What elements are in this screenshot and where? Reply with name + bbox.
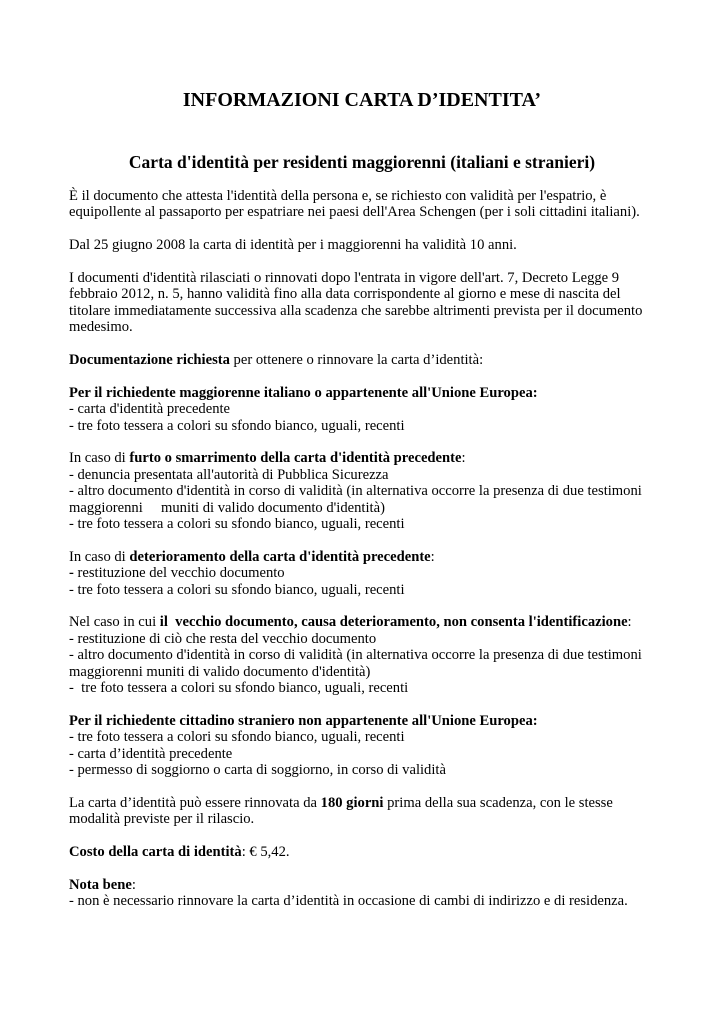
decree-line-4: medesimo. [69, 319, 133, 336]
unidentifiable-heading-bold: il vecchio documento, causa deterioramento, non consenta l'identificazione [159, 614, 628, 631]
note-heading [69, 877, 669, 893]
note-bold: Nota bene [69, 876, 132, 893]
non-eu-heading [69, 713, 669, 729]
renewal-bold: 180 giorni [320, 794, 384, 811]
docs-required-rest: per ottenere o rinnovare la carta d’identità: [229, 352, 484, 369]
unidentifiable-item-2-cont: maggiorenni muniti di valido documento d'identità) [69, 663, 371, 680]
decree-line-1: I documenti d'identità rilasciati o rinnovati dopo l'entrata in vigore dell'art. 7, Decreto Legge 9 [69, 270, 620, 286]
renewal-post: prima della sua scadenza, con le stesse [383, 794, 613, 811]
unidentifiable-heading [69, 614, 669, 630]
docs-required-line [69, 352, 669, 368]
unidentifiable-item-2: - altro documento d'identità in corso di validità (in alternativa occorre la presenza di due testimoni [69, 647, 642, 664]
theft-item-3: - tre foto tessera a colori su sfondo bianco, uguali, recenti [69, 516, 405, 533]
validity-paragraph [69, 237, 669, 253]
theft-item-1: - denuncia presentata all'autorità di Pubblica Sicurezza [69, 466, 389, 483]
theft-item-2-cont: maggiorenni muniti di valido documento d'identità) [69, 499, 385, 516]
docs-required-bold: Documentazione richiesta [69, 352, 230, 369]
decree-line-3: titolare immediatamente successiva alla scadenza che sarebbe altrimenti prevista per il documento [69, 302, 643, 319]
eu-section-heading [69, 385, 669, 401]
cost-line [69, 844, 669, 860]
damage-heading-post: : [430, 548, 435, 565]
eu-item-2: - tre foto tessera a colori su sfondo bianco, uguali, recenti [69, 417, 405, 434]
cost-rest: : € 5,42. [241, 844, 290, 861]
theft-heading [69, 450, 669, 466]
damage-item-1 [69, 565, 669, 581]
theft-heading-post: : [461, 450, 466, 467]
note-paragraph [69, 877, 669, 910]
damage-item-2: - tre foto tessera a colori su sfondo bianco, uguali, recenti [69, 581, 405, 598]
renewal-pre: La carta d’identità può essere rinnovata da [69, 794, 321, 811]
intro-paragraph [69, 188, 669, 221]
renewal-line-1 [69, 795, 669, 811]
intro-line-1: È il documento che attesta l'identità della persona e, se richiesto con validità per l'espatrio, è [69, 188, 607, 204]
damage-heading-pre: In caso di [69, 548, 130, 565]
damage-heading-bold: deterioramento della carta d'identità precedente [129, 548, 431, 565]
theft-item-2: - altro documento d'identità in corso di validità (in alternativa occorre la presenza di due testimoni [69, 483, 642, 500]
cost-paragraph [69, 844, 669, 860]
unidentifiable-heading-post: : [627, 614, 632, 631]
damage-item-1-text: restituzione del vecchio documento [73, 565, 285, 582]
document-subtitle: Carta d'identità per residenti maggiorenni (italiani e stranieri) [128, 152, 596, 172]
decree-line-2: febbraio 2012, n. 5, hanno validità fino alla data corrispondente al giorno e mese di nascita del [69, 286, 621, 303]
eu-item-1: - carta d'identità precedente [69, 401, 231, 418]
damage-section [69, 549, 669, 598]
eu-heading-text: Per il richiedente maggiorenne italiano o appartenente all'Unione Europea: [69, 384, 538, 401]
non-eu-item-2: - carta d’identità precedente [69, 745, 233, 762]
note-item-1: - non è necessario rinnovare la carta d’identità in occasione di cambi di indirizzo e di residenza. [69, 893, 628, 910]
non-eu-item-3: - permesso di soggiorno o carta di soggiorno, in corso di validità [69, 762, 446, 779]
damage-item-1-dash: - [69, 565, 74, 582]
renewal-line-2: modalità previste per il rilascio. [69, 811, 255, 828]
non-eu-heading-text: Per il richiedente cittadino straniero non appartenente all'Unione Europea: [69, 712, 538, 729]
docs-required-paragraph [69, 352, 669, 368]
theft-section [69, 450, 669, 532]
unidentifiable-heading-pre: Nel caso in cui [69, 614, 160, 631]
theft-heading-bold: furto o smarrimento della carta d'identità precedente [129, 450, 462, 467]
non-eu-section [69, 713, 669, 779]
document-title: INFORMAZIONI CARTA D’IDENTITA’ [182, 89, 542, 111]
non-eu-item-1: - tre foto tessera a colori su sfondo bianco, uguali, recenti [69, 729, 405, 746]
unidentifiable-item-3: - tre foto tessera a colori su sfondo bianco, uguali, recenti [69, 680, 409, 697]
damage-heading [69, 549, 669, 565]
eu-section [69, 385, 669, 434]
theft-heading-pre: In caso di [69, 450, 130, 467]
note-post: : [131, 876, 136, 893]
document-body [69, 188, 669, 926]
unidentifiable-item-1: - restituzione di ciò che resta del vecchio documento [69, 630, 377, 647]
cost-bold: Costo della carta di identità [69, 844, 242, 861]
validity-line: Dal 25 giugno 2008 la carta di identità per i maggiorenni ha validità 10 anni. [69, 237, 517, 254]
decree-paragraph [69, 270, 669, 336]
intro-line-2: equipollente al passaporto per espatriare nei paesi dell'Area Schengen (per i soli cittadini italiani). [69, 204, 640, 221]
unidentifiable-section [69, 614, 669, 696]
renewal-paragraph [69, 795, 669, 828]
